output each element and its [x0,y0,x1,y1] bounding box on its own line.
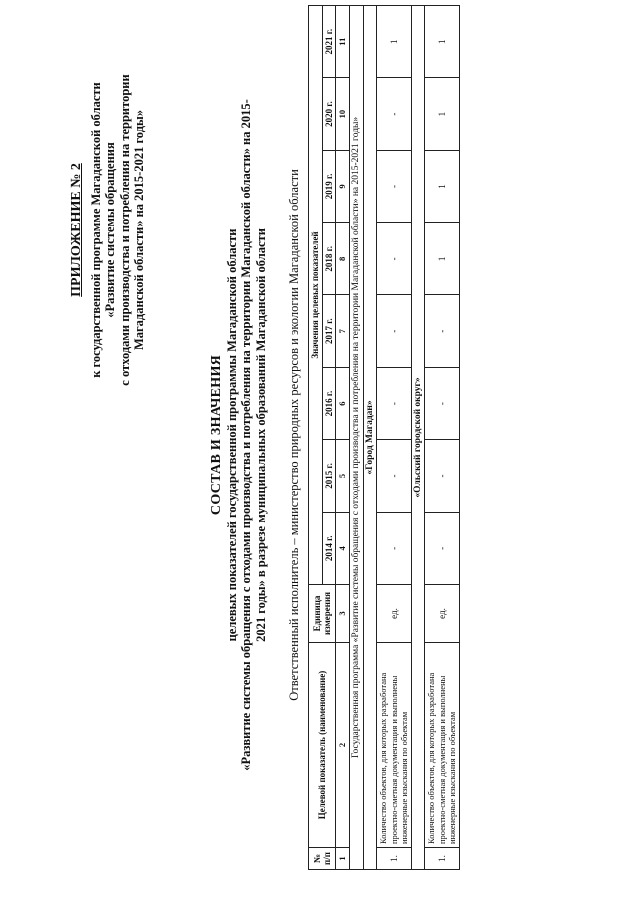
indicators-table [308,5,460,870]
column-number: 6 [336,367,350,439]
header-indicator: Целевой показатель (наименование) [309,643,336,848]
column-number: 9 [336,150,350,222]
column-number: 2 [336,643,350,848]
column-number: 4 [336,512,350,584]
column-number: 1 [336,848,350,870]
header-values-group: Значения целевых показателей [309,6,323,585]
row-value: - [425,440,460,512]
header-num: № п/п [309,848,336,870]
row-value: - [425,295,460,367]
header-unit: Единица измерения [309,585,336,643]
row-unit: ед. [425,585,460,643]
row-num: 1. [377,848,412,870]
row-value: - [377,78,412,150]
column-number-row [336,6,350,870]
row-value: 1 [377,6,412,78]
row-value: 1 [425,223,460,295]
municipality-name: «Город Магадан» [363,6,377,870]
row-value: 1 [425,6,460,78]
row-value: - [425,512,460,584]
title-heading: СОСТАВ И ЗНАЧЕНИЯ [209,354,224,516]
header-year: 2017 г. [322,295,336,367]
header-year: 2014 г. [322,512,336,584]
column-number: 5 [336,440,350,512]
row-value: - [377,440,412,512]
municipality-name: «Ольский городской округ» [411,6,425,870]
table-row [425,6,460,870]
appendix-line: к государственной программе Магаданской области [88,82,103,378]
column-number: 7 [336,295,350,367]
row-value: - [377,223,412,295]
column-number: 3 [336,585,350,643]
appendix-number: ПРИЛОЖЕНИЕ № 2 [69,163,84,297]
document-title [210,0,268,875]
section-row [363,6,377,870]
row-value: - [377,512,412,584]
row-value: 1 [425,78,460,150]
appendix-line: с отходами производства и потребления на территории [117,74,132,386]
column-number: 10 [336,78,350,150]
section-row [411,6,425,870]
program-name: Государственная программа «Развитие системы обращения с отходами производства и потребления на территории Магаданской области» на 2015-2021 годы» [349,6,363,870]
header-year: 2015 г. [322,440,336,512]
row-indicator: Количество объектов, для которых разработана проектно-сметная документация и выполнены инженерные изыскания по объектам [425,643,460,848]
header-year: 2016 г. [322,367,336,439]
appendix-line: Магаданской области» на 2015-2021 годы» [132,109,146,351]
header-year: 2020 г. [322,78,336,150]
header-year: 2018 г. [322,223,336,295]
row-unit: ед. [377,585,412,643]
appendix-line: «Развитие системы обращения [103,142,117,318]
row-value: - [377,367,412,439]
header-year: 2019 г. [322,150,336,222]
row-value: 1 [425,150,460,222]
title-line: целевых показателей государственной программы Магаданской области [224,228,239,642]
title-line: «Развитие системы обращения с отходами производства и потребления на территории Магаданской области» на 2015- [239,99,253,771]
responsible-executor: Ответственный исполнитель – министерство природных ресурсов и экологии Магаданской области [287,169,301,701]
column-number: 8 [336,223,350,295]
row-indicator: Количество объектов, для которых разработана проектно-сметная документация и выполнены инженерные изыскания по объектам [377,643,412,848]
row-value: - [425,367,460,439]
row-value: - [377,150,412,222]
table-row [377,6,412,870]
row-num: 1. [425,848,460,870]
appendix-block [70,60,147,400]
title-line: 2021 годы» в разрезе муниципальных образований Магаданской области [253,228,268,642]
header-year: 2021 г. [322,6,336,78]
column-number: 11 [336,6,350,78]
program-row [349,6,363,870]
row-value: - [377,295,412,367]
